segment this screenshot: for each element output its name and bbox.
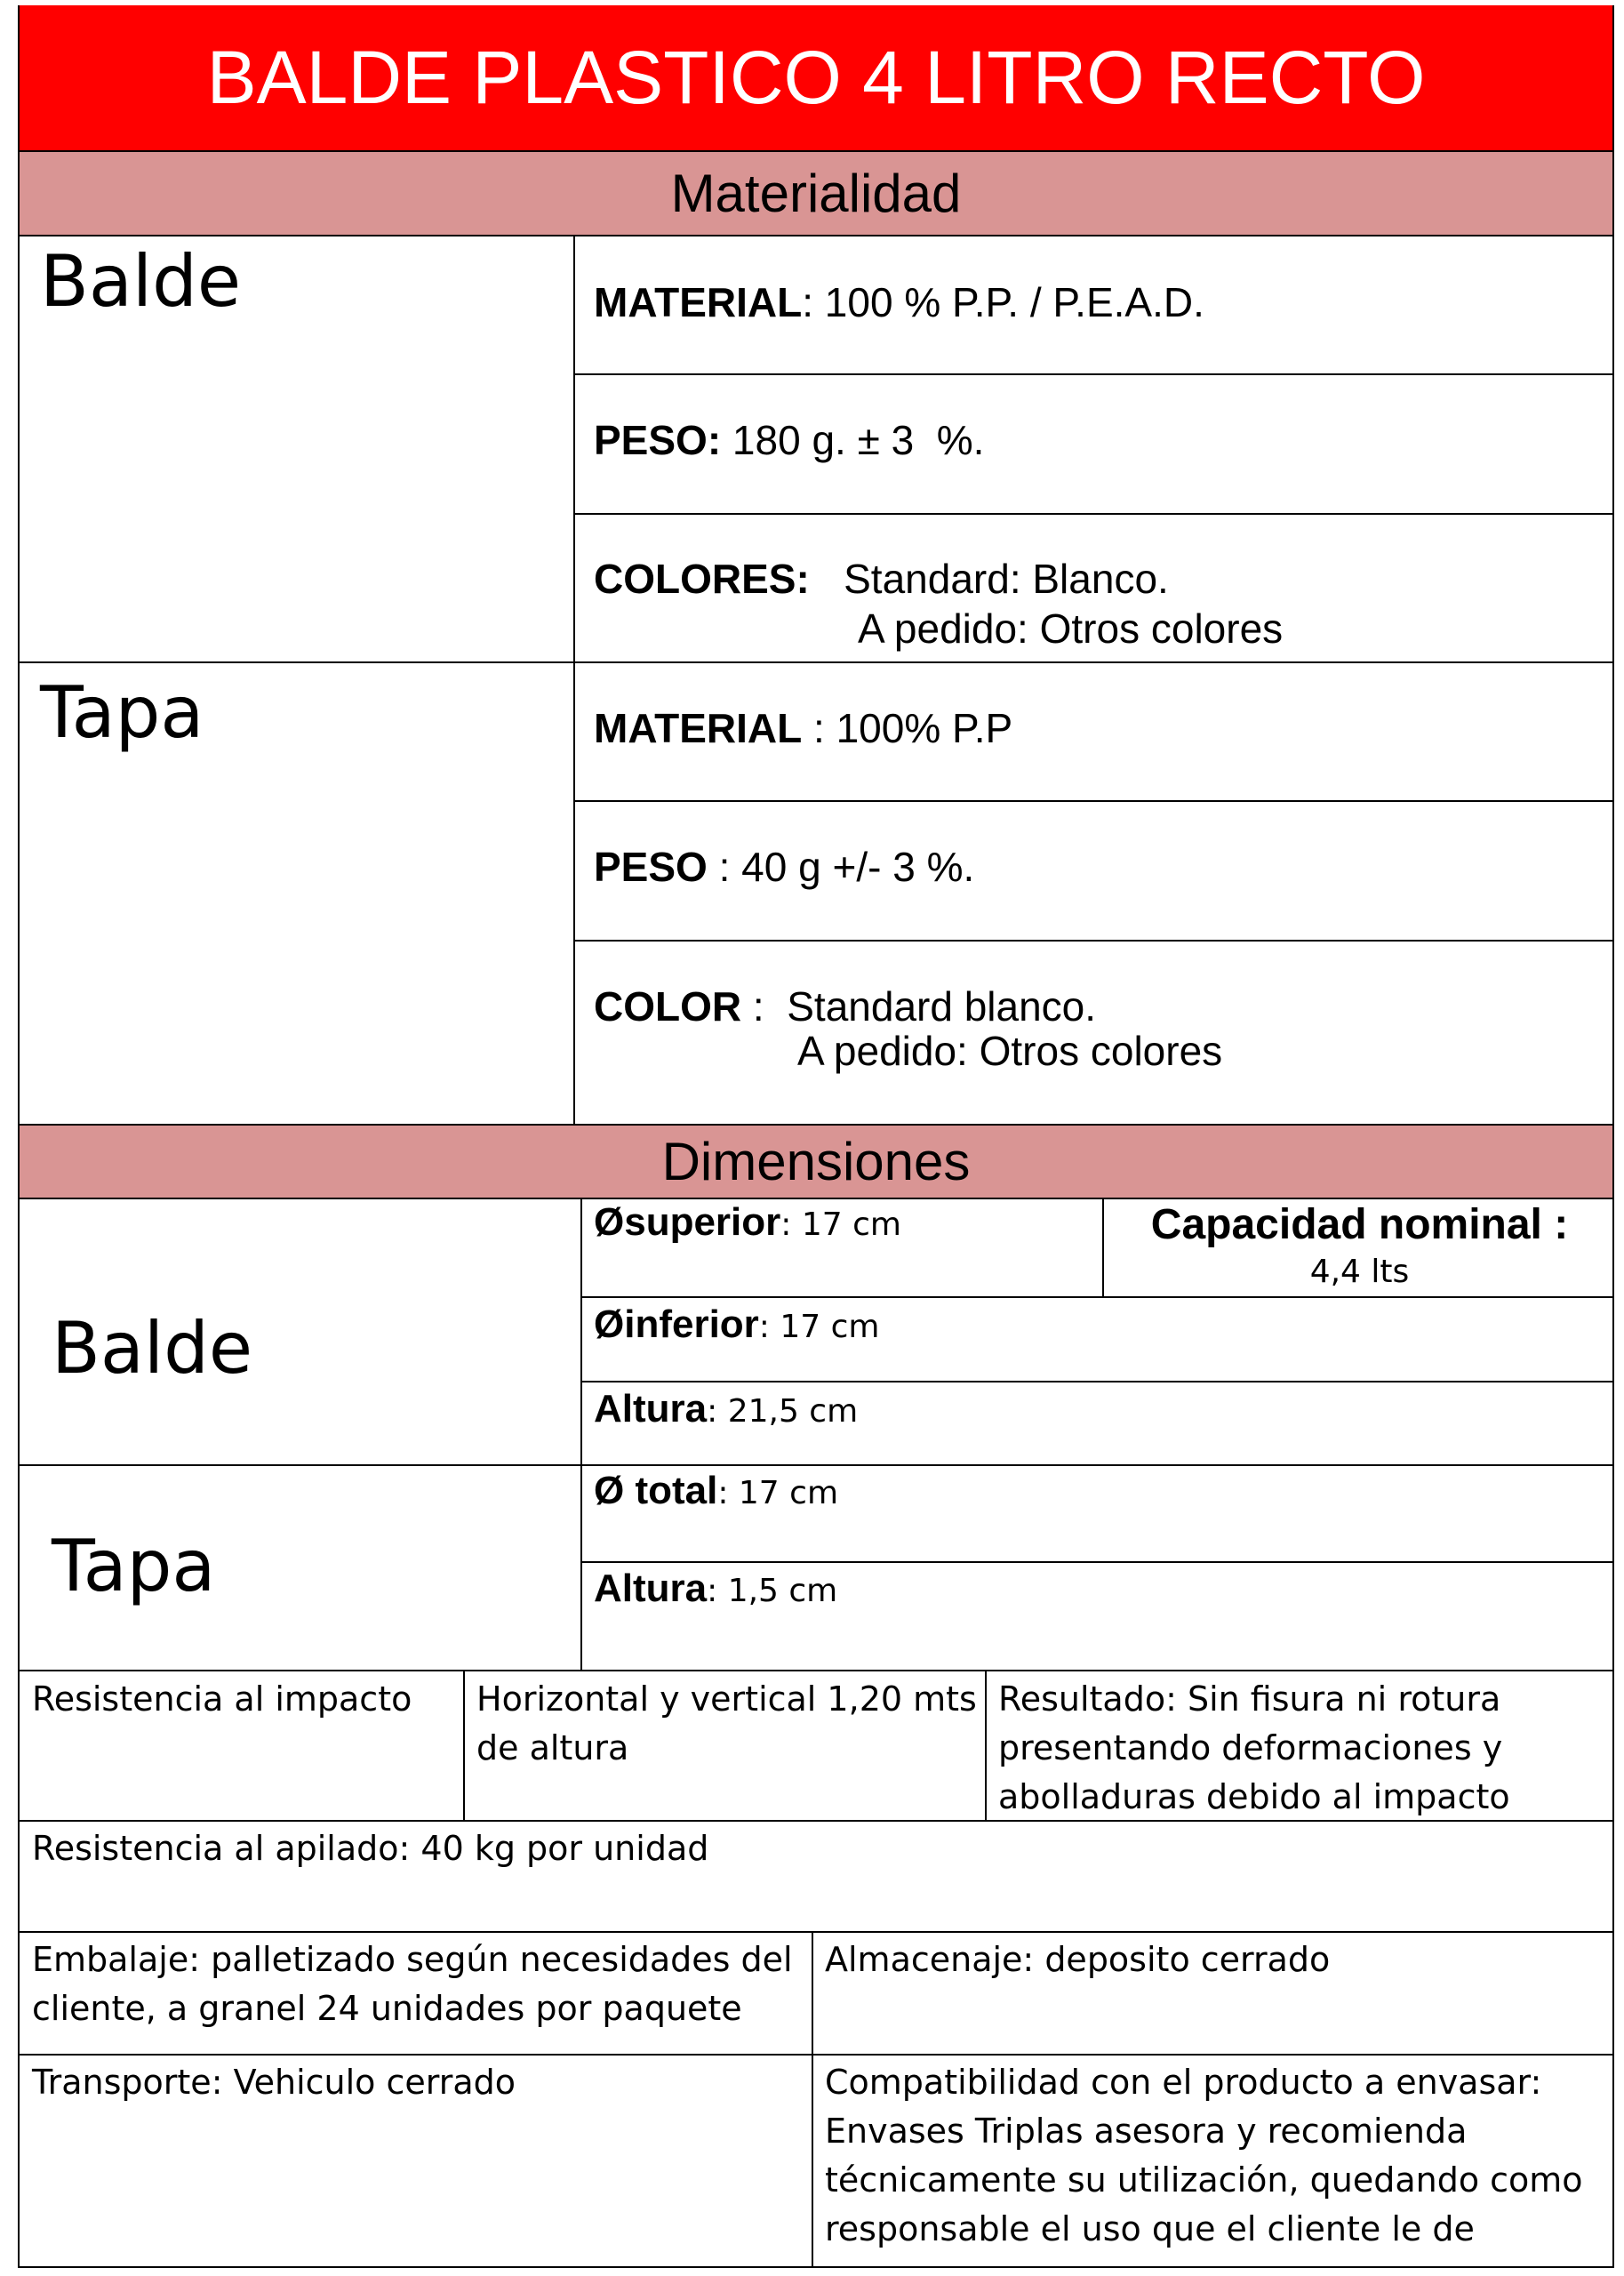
section-heading-dimensiones: Dimensiones [18, 1125, 1614, 1198]
border-right [1612, 5, 1614, 2268]
divider [574, 940, 1614, 942]
divider [985, 1671, 987, 1821]
divider [18, 2266, 1614, 2268]
balde-colores-spec [594, 555, 1169, 603]
balde-diametro-superior [594, 1200, 901, 1245]
divider [18, 1464, 1614, 1466]
divider [1102, 1198, 1104, 1297]
spec-value: : Standard blanco. [741, 983, 1097, 1030]
impacto-condicion: Horizontal y vertical 1,20 mts de altura [476, 1679, 977, 1767]
impacto-label: Resistencia al impacto [32, 1679, 412, 1719]
spec-key: PESO [594, 844, 708, 890]
divider [812, 1932, 813, 2267]
balde-altura [594, 1387, 858, 1431]
materialidad-tapa-label: Tapa [40, 671, 204, 754]
divider [574, 373, 1614, 375]
tapa-altura [594, 1567, 837, 1611]
divider [18, 2054, 1614, 2056]
dim-value: : 17 cm [758, 1309, 880, 1345]
spec-value: : 40 g +/- 3 %. [707, 844, 975, 890]
divider [573, 236, 575, 1125]
spec-key: COLOR [594, 983, 742, 1030]
materialidad-balde-label: Balde [40, 240, 242, 323]
spec-value: Standard: Blanco. [809, 556, 1169, 602]
section-heading-materialidad: Materialidad [18, 151, 1614, 236]
divider [18, 1670, 1614, 1671]
dimensiones-tapa-label: Tapa [52, 1525, 216, 1607]
dim-key: Øsuperior [594, 1200, 781, 1244]
dim-key: Altura [594, 1387, 708, 1431]
divider [463, 1671, 465, 1821]
dim-key: Altura [594, 1567, 708, 1610]
divider [580, 1198, 582, 1671]
divider [18, 1198, 1614, 1199]
dim-key: Ø total [594, 1469, 718, 1512]
tapa-color-alt: A pedido: Otros colores [797, 1028, 1223, 1074]
balde-peso-spec [594, 416, 984, 464]
impacto-resultado: Resultado: Sin fisura ni rotura presentando deformaciones y abolladuras debido al impacto [998, 1679, 1510, 1816]
capacidad-nominal-value: 4,4 lts [1309, 1254, 1410, 1290]
divider [18, 1124, 1614, 1126]
apilado-text: Resistencia al apilado: 40 kg por unidad [32, 1829, 709, 1868]
divider [581, 1381, 1614, 1382]
capacidad-nominal-label: Capacidad nominal : [1150, 1201, 1569, 1248]
almacenaje-text: Almacenaje: deposito cerrado [825, 1940, 1331, 1979]
spec-value: 180 g. ± 3 %. [721, 417, 985, 463]
transporte-text: Transporte: Vehiculo cerrado [32, 2063, 516, 2102]
document-title: BALDE PLASTICO 4 LITRO RECTO [18, 5, 1614, 150]
divider [574, 800, 1614, 802]
spec-value: : 100 % P.P. / P.E.A.D. [802, 279, 1204, 325]
divider [18, 150, 1614, 152]
spec-value: : 100% P.P [802, 705, 1013, 751]
dim-value: : 21,5 cm [707, 1393, 859, 1430]
divider [574, 513, 1614, 515]
spec-key: PESO: [594, 417, 722, 463]
balde-diametro-inferior [594, 1302, 879, 1347]
tapa-peso-spec [594, 843, 974, 891]
embalaje-text: Embalaje: palletizado según necesidades del cliente, a granel 24 unidades por paquete [32, 1940, 793, 2028]
tapa-color-spec [594, 982, 1096, 1030]
compatibilidad-text: Compatibilidad con el producto a envasar: Envases Triplas asesora y recomienda técnicamente su utilización, quedando como responsable el uso que el cliente le de [825, 2063, 1583, 2248]
tapa-diametro-total [594, 1469, 838, 1513]
dim-key: Øinferior [594, 1302, 759, 1346]
divider [18, 661, 1614, 663]
border-left [18, 5, 20, 2268]
divider [18, 1820, 1614, 1822]
tapa-material-spec [594, 704, 1012, 752]
dim-value: : 17 cm [780, 1206, 901, 1243]
spec-key: MATERIAL [594, 279, 803, 325]
dim-value: : 1,5 cm [707, 1573, 838, 1609]
dimensiones-balde-label: Balde [52, 1307, 253, 1390]
balde-material-spec [594, 278, 1204, 326]
balde-colores-alt: A pedido: Otros colores [858, 605, 1284, 652]
divider [18, 1931, 1614, 1933]
spec-key: MATERIAL [594, 705, 803, 751]
divider [581, 1296, 1614, 1298]
spec-key: COLORES: [594, 556, 810, 602]
divider [581, 1561, 1614, 1563]
dim-value: : 17 cm [717, 1475, 839, 1511]
divider [18, 235, 1614, 236]
